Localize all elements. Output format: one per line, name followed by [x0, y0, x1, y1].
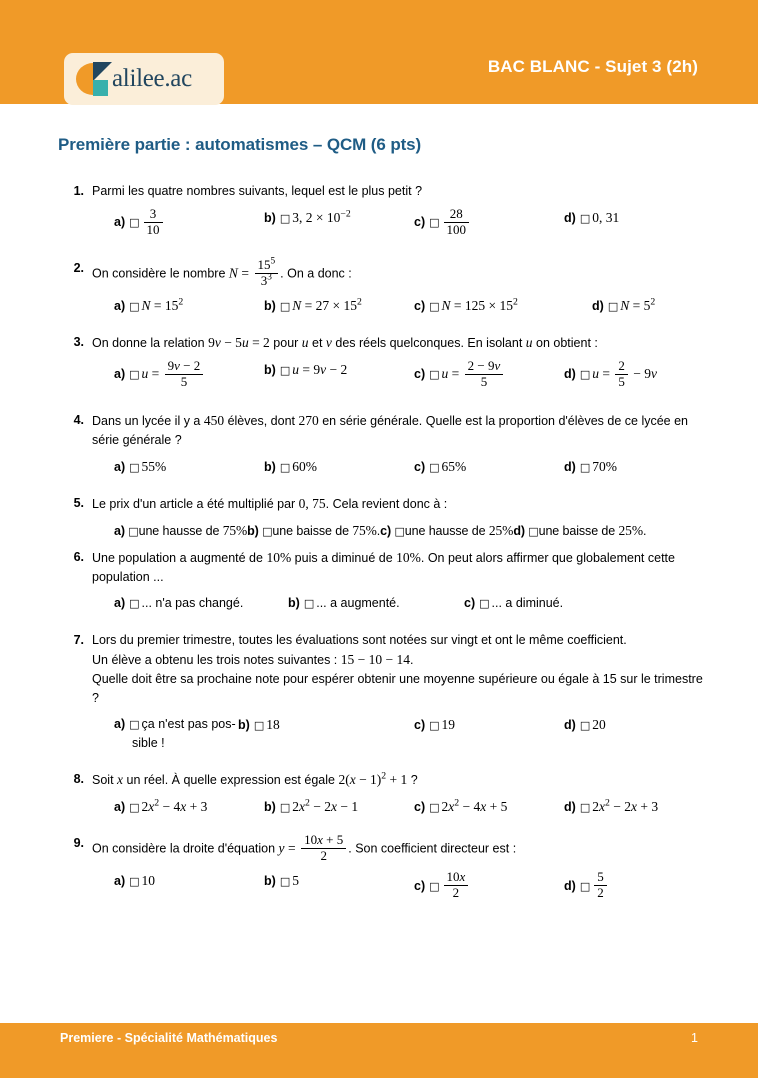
option-d[interactable] [564, 208, 619, 228]
question-5-options [114, 521, 708, 541]
option-a[interactable] [114, 457, 166, 477]
question-number: 3. [73, 335, 84, 350]
option-c[interactable] [414, 715, 455, 735]
option-value: $\frac{3}{10}$ [144, 207, 163, 237]
option-label: b) [264, 211, 276, 225]
option-label: b) [264, 363, 276, 378]
checkbox-icon[interactable]: □ [128, 525, 139, 539]
checkbox-icon[interactable]: □ [303, 597, 315, 611]
option-label: b) [264, 460, 276, 475]
option-value: 19 [441, 717, 456, 733]
checkbox-icon[interactable]: □ [253, 719, 265, 733]
section-title: Première partie : automatismes – QCM (6 pts) [58, 135, 422, 154]
option-b[interactable] [288, 594, 400, 613]
question-number: 2. [73, 261, 84, 275]
question-1 [58, 182, 708, 252]
question-7 [58, 631, 708, 763]
checkbox-icon[interactable]: □ [429, 300, 440, 314]
logo-triangle-icon [93, 62, 112, 81]
option-d[interactable] [564, 871, 609, 901]
option-value: $N = 5^2$ [620, 296, 656, 314]
question-number: 6. [73, 550, 84, 565]
question-text: On donne la relation 9v − 5u = 2 pour u et v des réels quelconques. En isolant u on obtient : [92, 335, 598, 351]
header-title: BAC BLANC - Sujet 3 (2h) [487, 57, 698, 76]
question-number: 1. [73, 184, 84, 198]
question-8-options [92, 797, 708, 827]
checkbox-icon[interactable]: □ [579, 879, 591, 893]
logo [64, 53, 224, 105]
question-5 [58, 494, 708, 541]
question-text: On considère la droite d'équation y = $\frac{10x + 5}{2}$ . Son coefficient directeur est : [92, 832, 517, 863]
option-c[interactable] [414, 457, 466, 477]
checkbox-icon[interactable]: □ [129, 718, 140, 732]
question-line-2: Un élève a obtenu les trois notes suivantes : 15 − 10 − 14. [92, 652, 414, 668]
option-b[interactable] [264, 360, 347, 380]
option-b[interactable] [264, 208, 351, 228]
option-value: une hausse de 75% [138, 523, 248, 539]
option-value: ... a augmenté. [316, 596, 400, 611]
option-label: a) [114, 460, 126, 475]
option-label: a) [114, 717, 126, 732]
checkbox-icon[interactable]: □ [129, 801, 140, 815]
option-d[interactable] [592, 296, 655, 316]
option-value: u = $\frac{9v - 2}{5}$ [142, 366, 206, 381]
checkbox-icon[interactable]: □ [579, 719, 591, 733]
option-label: a) [114, 367, 126, 382]
option-label: d) [564, 718, 576, 733]
option-value: u = $\frac{2}{5}$ − 9v [592, 358, 657, 389]
checkbox-icon[interactable]: □ [579, 212, 591, 225]
option-d[interactable] [564, 360, 657, 390]
option-a[interactable] [114, 715, 236, 753]
option-c[interactable] [414, 360, 505, 390]
checkbox-icon[interactable]: □ [429, 879, 440, 893]
question-line-3: Quelle doit être sa prochaine note pour espérer obtenir une moyenne supérieure ou égale à 15 sur le trimestre ? [92, 672, 703, 706]
option-d[interactable] [564, 457, 617, 477]
option-value: $N = 15^2$ [141, 296, 184, 314]
question-3 [58, 333, 708, 404]
option-d[interactable] [564, 797, 658, 817]
option-value: 5 [292, 873, 299, 889]
question-2 [58, 256, 708, 326]
option-label: d) [564, 460, 576, 475]
checkbox-icon[interactable]: □ [429, 368, 440, 382]
option-value: $2x^2 - 2x + 3$ [592, 797, 659, 815]
option-label: c) [414, 878, 426, 893]
option-label: b) [264, 800, 276, 815]
question-number: 5. [73, 496, 84, 511]
option-b[interactable] [238, 715, 280, 735]
option-value: $\frac{5}{2}$ [594, 870, 607, 900]
option-c[interactable] [414, 797, 507, 817]
question-9-options [92, 871, 708, 915]
option-value: une hausse de 25% [404, 523, 514, 539]
option-value: ... n'a pas changé. [141, 596, 244, 611]
option-value: ... a diminué. [491, 596, 564, 611]
checkbox-icon[interactable]: □ [479, 597, 490, 611]
checkbox-icon[interactable]: □ [279, 364, 291, 378]
option-label: c) [414, 460, 426, 475]
question-8 [58, 770, 708, 827]
option-value: 70% [592, 459, 617, 475]
option-value: $2x^2 - 4x + 3$ [141, 797, 208, 815]
option-value: $\frac{28}{100}$ [444, 207, 470, 237]
option-c[interactable] [380, 524, 513, 538]
checkbox-icon[interactable]: □ [129, 216, 140, 230]
checkbox-icon[interactable]: □ [279, 461, 291, 475]
option-label: c) [414, 367, 426, 382]
option-value: 18 [266, 717, 280, 733]
option-value: 65% [441, 459, 467, 475]
checkbox-icon[interactable]: □ [579, 461, 591, 475]
footer-subject-label: Premiere - Spécialité Mathématiques [60, 1031, 278, 1045]
option-label: d) [513, 524, 525, 539]
option-a[interactable] [114, 208, 165, 238]
option-label: a) [114, 596, 126, 611]
checkbox-icon[interactable]: □ [429, 801, 440, 815]
question-number: 8. [73, 772, 84, 787]
question-1-options [92, 208, 708, 252]
option-b[interactable] [264, 871, 299, 891]
logo-text: alilee.ac [112, 64, 192, 92]
question-text: Le prix d'un article a été multiplié par 0, 75. Cela revient donc à : [92, 496, 448, 512]
checkbox-icon[interactable]: □ [129, 875, 140, 889]
option-c[interactable] [414, 296, 518, 316]
option-a[interactable] [114, 797, 207, 817]
checkbox-icon[interactable]: □ [262, 525, 273, 539]
option-a[interactable] [114, 871, 155, 891]
option-value: 60% [292, 459, 317, 475]
checkbox-icon[interactable]: □ [279, 212, 291, 225]
question-6 [58, 548, 708, 624]
checkbox-icon[interactable]: □ [429, 216, 440, 230]
option-a[interactable] [114, 360, 205, 390]
option-label: b) [264, 874, 276, 889]
option-value: ça n'est pas pos- sible ! [132, 717, 236, 751]
checkbox-icon[interactable]: □ [279, 801, 291, 815]
option-value: 0, 31 [592, 210, 620, 225]
option-d[interactable] [564, 715, 606, 735]
option-label: b) [288, 596, 300, 611]
option-value: $N = 125 \times 15^2$ [441, 296, 518, 314]
checkbox-icon[interactable]: □ [394, 525, 405, 539]
checkbox-icon[interactable]: □ [129, 368, 140, 382]
logo-mark-icon [76, 60, 116, 98]
option-value: une baisse de 75%. [272, 523, 381, 539]
checkbox-icon[interactable]: □ [579, 801, 591, 815]
option-label: a) [114, 800, 126, 815]
option-label: d) [564, 367, 576, 382]
checkbox-icon[interactable]: □ [129, 597, 140, 611]
option-c[interactable] [414, 871, 470, 901]
question-4-options [92, 457, 708, 487]
option-a[interactable] [114, 296, 183, 316]
question-list [58, 182, 708, 922]
option-label: a) [114, 874, 126, 889]
option-label: a) [114, 215, 126, 230]
option-label: b) [238, 718, 250, 733]
option-label: a) [114, 524, 125, 539]
option-label: c) [464, 596, 476, 611]
logo-inner [64, 53, 224, 105]
question-number: 4. [73, 413, 84, 428]
option-value: 10 [141, 873, 156, 889]
option-c[interactable] [464, 594, 563, 613]
option-label: b) [264, 299, 276, 314]
question-4 [58, 411, 708, 487]
option-label: d) [564, 211, 576, 225]
option-value: 20 [592, 717, 606, 733]
checkbox-icon[interactable]: □ [279, 875, 291, 889]
question-2-options [92, 296, 708, 326]
option-value: 3, $2 \times 10^{-2}$ [292, 208, 351, 225]
question-text [92, 631, 708, 708]
question-3-options [92, 360, 708, 404]
checkbox-icon[interactable]: □ [607, 300, 619, 314]
question-6-options [92, 594, 708, 624]
option-b[interactable] [264, 457, 317, 477]
option-d[interactable] [513, 524, 646, 538]
option-value: u = $\frac{2 - 9v}{5}$ [442, 366, 506, 381]
checkbox-icon[interactable]: □ [429, 719, 440, 733]
option-label: d) [564, 878, 576, 893]
option-value: u = 9v − 2 [292, 362, 348, 378]
checkbox-icon[interactable]: □ [528, 525, 539, 539]
question-line-1: Lors du premier trimestre, toutes les évaluations sont notées sur vingt et ont le même coefficient. [92, 633, 627, 648]
option-c[interactable] [414, 208, 471, 238]
question-9 [58, 834, 708, 915]
option-value: $\frac{10x}{2}$ [444, 870, 469, 900]
logo-semicircle-icon [76, 63, 93, 95]
footer-page-number: 1 [691, 1031, 698, 1045]
option-label: c) [414, 718, 426, 733]
option-b[interactable] [264, 797, 358, 817]
question-text: Dans un lycée il y a 450 élèves, dont 270 en série générale. Quelle est la proportion d'élèves de ce lycée en série générale ? [92, 413, 688, 448]
option-b[interactable] [264, 296, 362, 316]
option-label: a) [114, 299, 126, 314]
question-text: Parmi les quatre nombres suivants, lequel est le plus petit ? [92, 184, 423, 198]
option-label: c) [380, 524, 392, 539]
logo-square-icon [93, 80, 108, 96]
checkbox-icon[interactable]: □ [579, 368, 591, 382]
question-text: On considère le nombre N = $\frac{15^5}{3^3}$ . On a donc : [92, 256, 352, 288]
checkbox-icon[interactable]: □ [129, 461, 140, 475]
question-7-options [92, 715, 708, 763]
option-value: $2x^2 - 4x + 5$ [441, 797, 508, 815]
option-label: c) [414, 215, 426, 230]
option-value: $N = 27 \times 15^2$ [292, 296, 362, 314]
question-text: Une population a augmenté de 10% puis a diminué de 10%. On peut alors affirmer que globalement cette population ... [92, 550, 675, 585]
question-number: 7. [73, 633, 84, 648]
option-value: une baisse de 25%. [538, 523, 647, 539]
checkbox-icon[interactable]: □ [129, 300, 140, 314]
option-label: c) [414, 299, 426, 314]
option-b[interactable] [247, 524, 380, 538]
option-a[interactable] [114, 524, 247, 538]
option-label: b) [247, 524, 259, 539]
question-text: Soit x un réel. À quelle expression est égale $2(x - 1)^2 + 1$ ? [92, 770, 418, 788]
question-number: 9. [73, 836, 84, 851]
option-value: $2x^2 - 2x - 1$ [292, 797, 359, 815]
option-value: 55% [141, 459, 167, 475]
option-label: d) [592, 299, 604, 314]
checkbox-icon[interactable]: □ [429, 461, 440, 475]
checkbox-icon[interactable]: □ [279, 300, 291, 314]
option-label: d) [564, 800, 576, 815]
option-label: c) [414, 800, 426, 815]
option-a[interactable] [114, 594, 243, 613]
